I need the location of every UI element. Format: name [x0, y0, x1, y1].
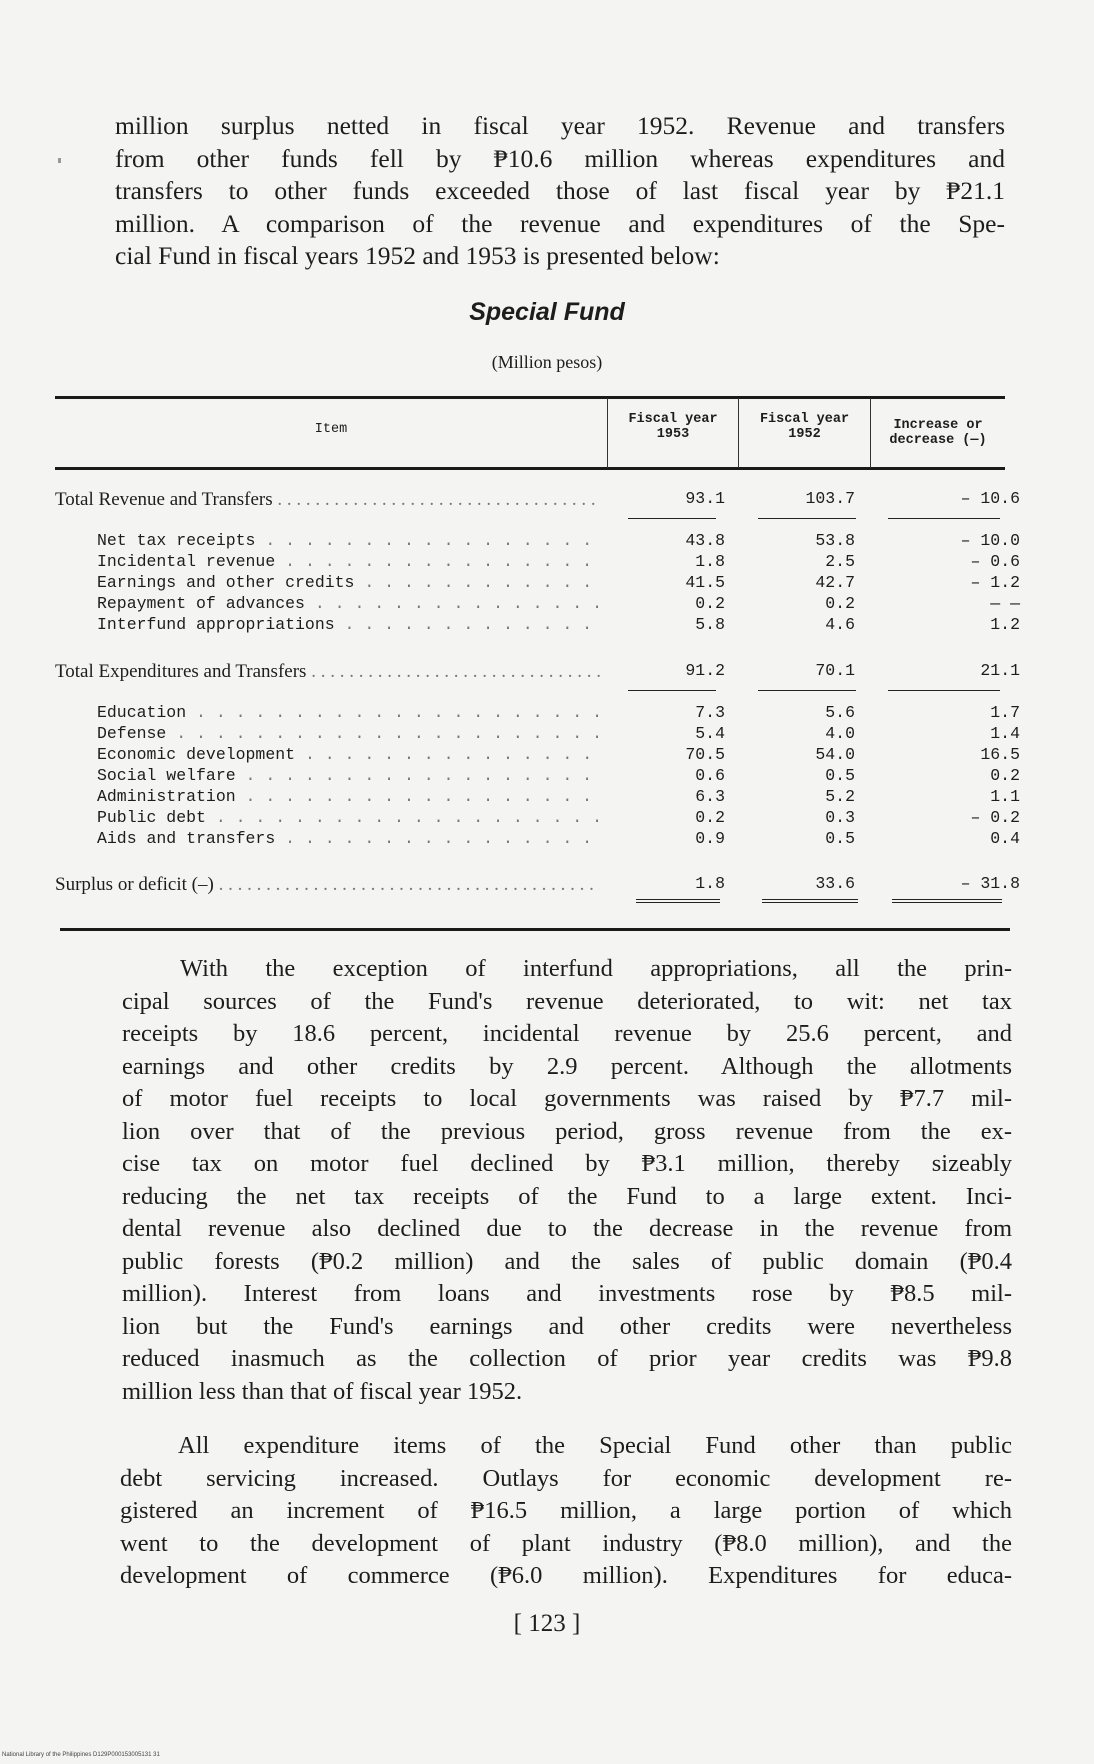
cell-fy1952: 0.3	[825, 808, 855, 827]
header-bottom-rule	[55, 467, 1005, 470]
table-row	[55, 766, 1035, 786]
paragraph-line: million. A comparison of the revenue and expenditures of the Spe-	[115, 208, 1005, 238]
cell-fy1952: 4.6	[825, 615, 855, 634]
table-row	[55, 829, 1035, 849]
paragraph-line: transfers to other funds exceeded those of last fiscal year by ₱21.1	[115, 176, 1005, 205]
paragraph-line: lion but the Fund's earnings and other credits were nevertheless	[122, 1312, 1012, 1340]
cell-change: 1.7	[990, 703, 1020, 722]
intro-paragraph	[115, 110, 1005, 273]
cell-fy1953: 5.4	[695, 724, 725, 743]
cell-change: 1.4	[990, 724, 1020, 743]
cell-change: – 31.8	[960, 874, 1020, 893]
body-paragraph	[120, 1430, 1012, 1593]
table-row	[55, 703, 1035, 723]
cell-fy1952: 42.7	[815, 573, 855, 592]
cell-fy1953: 0.6	[695, 766, 725, 785]
subtotal-rule	[888, 518, 1000, 519]
cell-change: – 0.6	[970, 552, 1020, 571]
paragraph-line: debt servicing increased. Outlays for economic development re-	[120, 1464, 1012, 1492]
cell-fy1953: 0.9	[695, 829, 725, 848]
cell-change: 1.2	[990, 615, 1020, 634]
subtotal-rule	[628, 518, 716, 519]
table-row	[55, 594, 1035, 614]
table-row-total-expenditures	[55, 661, 1035, 681]
cell-fy1953: 43.8	[685, 531, 725, 550]
row-label: Administration . . .	[97, 787, 600, 806]
header-fy1953	[608, 412, 738, 442]
table-title: Special Fund	[469, 298, 625, 326]
row-label: Total Expenditures and Transfers . . .	[55, 661, 600, 683]
double-rule	[892, 899, 1002, 903]
table-top-rule	[55, 396, 1005, 399]
header-line: decrease (—)	[889, 433, 987, 448]
scan-speck	[58, 158, 61, 163]
row-label: Earnings and other credits . . .	[97, 573, 600, 592]
paragraph-line: cise tax on motor fuel declined by ₱3.1 million, thereby sizeably	[122, 1150, 1012, 1177]
header-line: 1952	[788, 427, 821, 442]
row-label: Defense . . .	[97, 724, 600, 743]
paragraph-line: reducing the net tax receipts of the Fund to a large extent. Inci-	[122, 1182, 1012, 1210]
table-bottom-rule	[60, 928, 1010, 931]
cell-fy1952: 5.2	[825, 787, 855, 806]
cell-fy1953: 6.3	[695, 787, 725, 806]
cell-change: 16.5	[980, 745, 1020, 764]
cell-fy1952: 0.5	[825, 766, 855, 785]
cell-fy1952: 4.0	[825, 724, 855, 743]
paragraph-line: dental revenue also declined due to the decrease in the revenue from	[122, 1215, 1012, 1242]
cell-fy1953: 1.8	[695, 874, 725, 893]
row-label: Public debt . . .	[97, 808, 600, 827]
paragraph-line: gistered an increment of ₱16.5 million, a large portion of which	[120, 1497, 1012, 1524]
row-label: Repayment of advances . . .	[97, 594, 600, 613]
table-subtitle: (Million pesos)	[491, 352, 603, 372]
cell-fy1952: 53.8	[815, 531, 855, 550]
double-rule	[636, 899, 720, 903]
table-row	[55, 552, 1035, 572]
paragraph-line: lion over that of the previous period, gross revenue from the ex-	[122, 1117, 1012, 1145]
paragraph-line: receipts by 18.6 percent, incidental revenue by 25.6 percent, and	[122, 1020, 1012, 1047]
cell-change: 1.1	[990, 787, 1020, 806]
row-label: Economic development . . .	[97, 745, 600, 764]
cell-change: 0.4	[990, 829, 1020, 848]
row-label: Net tax receipts . . .	[97, 531, 600, 550]
cell-fy1952: 70.1	[815, 661, 855, 680]
header-item: Item	[314, 422, 348, 437]
subtotal-rule	[888, 690, 1000, 691]
table-row	[55, 724, 1035, 744]
cell-change: 0.2	[990, 766, 1020, 785]
cell-change: – 1.2	[970, 573, 1020, 592]
row-label: Interfund appropriations . . .	[97, 615, 600, 634]
table-row	[55, 745, 1035, 765]
cell-fy1953: 70.5	[685, 745, 725, 764]
header-line: 1953	[656, 427, 690, 442]
paragraph-line: from other funds fell by ₱10.6 million whereas expenditures and	[115, 143, 1005, 173]
source-watermark: National Library of the Philippines D129P000153005131 31	[2, 1752, 160, 1758]
table-row	[55, 615, 1035, 635]
cell-fy1953: 91.2	[685, 661, 725, 680]
paragraph-line: million less than that of fiscal year 1952.	[122, 1377, 523, 1405]
cell-fy1952: 5.6	[825, 703, 855, 722]
table-row-total-revenue	[55, 489, 1035, 509]
row-label: Surplus or deficit (–) . . .	[55, 874, 600, 896]
cell-fy1952: 33.6	[815, 874, 855, 893]
header-line: Fiscal year	[759, 412, 850, 427]
header-line: Increase or	[893, 418, 983, 433]
cell-fy1952: 2.5	[825, 552, 855, 571]
paragraph-line: of motor fuel receipts to local governments was raised by ₱7.7 mil-	[122, 1085, 1012, 1112]
cell-fy1953: 5.8	[695, 615, 725, 634]
paragraph-line: million surplus netted in fiscal year 1952. Revenue and transfers	[115, 111, 1005, 140]
cell-change: 21.1	[980, 661, 1020, 680]
row-label: Social welfare . . .	[97, 766, 600, 785]
paragraph-line: went to the development of plant industry (₱8.0 million), and the	[120, 1529, 1012, 1557]
header-fy1952	[739, 412, 870, 442]
cell-fy1952: 0.5	[825, 829, 855, 848]
paragraph-line: reduced inasmuch as the collection of prior year credits was ₱9.8	[122, 1345, 1012, 1372]
cell-change: – 10.0	[960, 531, 1020, 550]
cell-fy1953: 41.5	[685, 573, 725, 592]
row-label: Education . . .	[97, 703, 600, 722]
paragraph-line: earnings and other credits by 2.9 percent. Although the allotments	[122, 1052, 1012, 1080]
paragraph-line: With the exception of interfund appropriations, all the prin-	[180, 955, 1012, 982]
cell-fy1952: 54.0	[815, 745, 855, 764]
cell-fy1953: 1.8	[695, 552, 725, 571]
paragraph-line: cipal sources of the Fund's revenue deteriorated, to wit: net tax	[122, 987, 1012, 1015]
paragraph-line: cial Fund in fiscal years 1952 and 1953 is presented below:	[115, 241, 720, 270]
table-row	[55, 808, 1035, 828]
page-number: [ 123 ]	[513, 1610, 581, 1637]
body-paragraph	[122, 953, 1012, 1408]
table-row	[55, 787, 1035, 807]
subtotal-rule	[758, 690, 856, 691]
header-line: Fiscal year	[628, 412, 718, 427]
paragraph-line: All expenditure items of the Special Fund other than public	[178, 1432, 1012, 1459]
header-change	[871, 418, 1005, 448]
cell-fy1953: 0.2	[695, 594, 725, 613]
row-label: Total Revenue and Transfers . . .	[55, 489, 600, 511]
table-row-surplus	[55, 874, 1035, 894]
paragraph-line: million). Interest from loans and investments rose by ₱8.5 mil-	[122, 1280, 1012, 1307]
cell-fy1952: 0.2	[825, 594, 855, 613]
cell-fy1953: 0.2	[695, 808, 725, 827]
paragraph-line: development of commerce (₱6.0 million). Expenditures for educa-	[120, 1562, 1012, 1589]
table-row	[55, 531, 1035, 551]
cell-fy1952: 103.7	[805, 489, 855, 508]
cell-change: — —	[990, 594, 1020, 613]
row-label: Incidental revenue . . .	[97, 552, 600, 571]
table-row	[55, 573, 1035, 593]
paragraph-line: public forests (₱0.2 million) and the sales of public domain (₱0.4	[122, 1247, 1012, 1275]
row-label: Aids and transfers . . .	[97, 829, 600, 848]
cell-change: – 10.6	[960, 489, 1020, 508]
double-rule	[762, 899, 858, 903]
subtotal-rule	[628, 690, 716, 691]
cell-fy1953: 7.3	[695, 703, 725, 722]
subtotal-rule	[758, 518, 856, 519]
cell-change: – 0.2	[970, 808, 1020, 827]
cell-fy1953: 93.1	[685, 489, 725, 508]
